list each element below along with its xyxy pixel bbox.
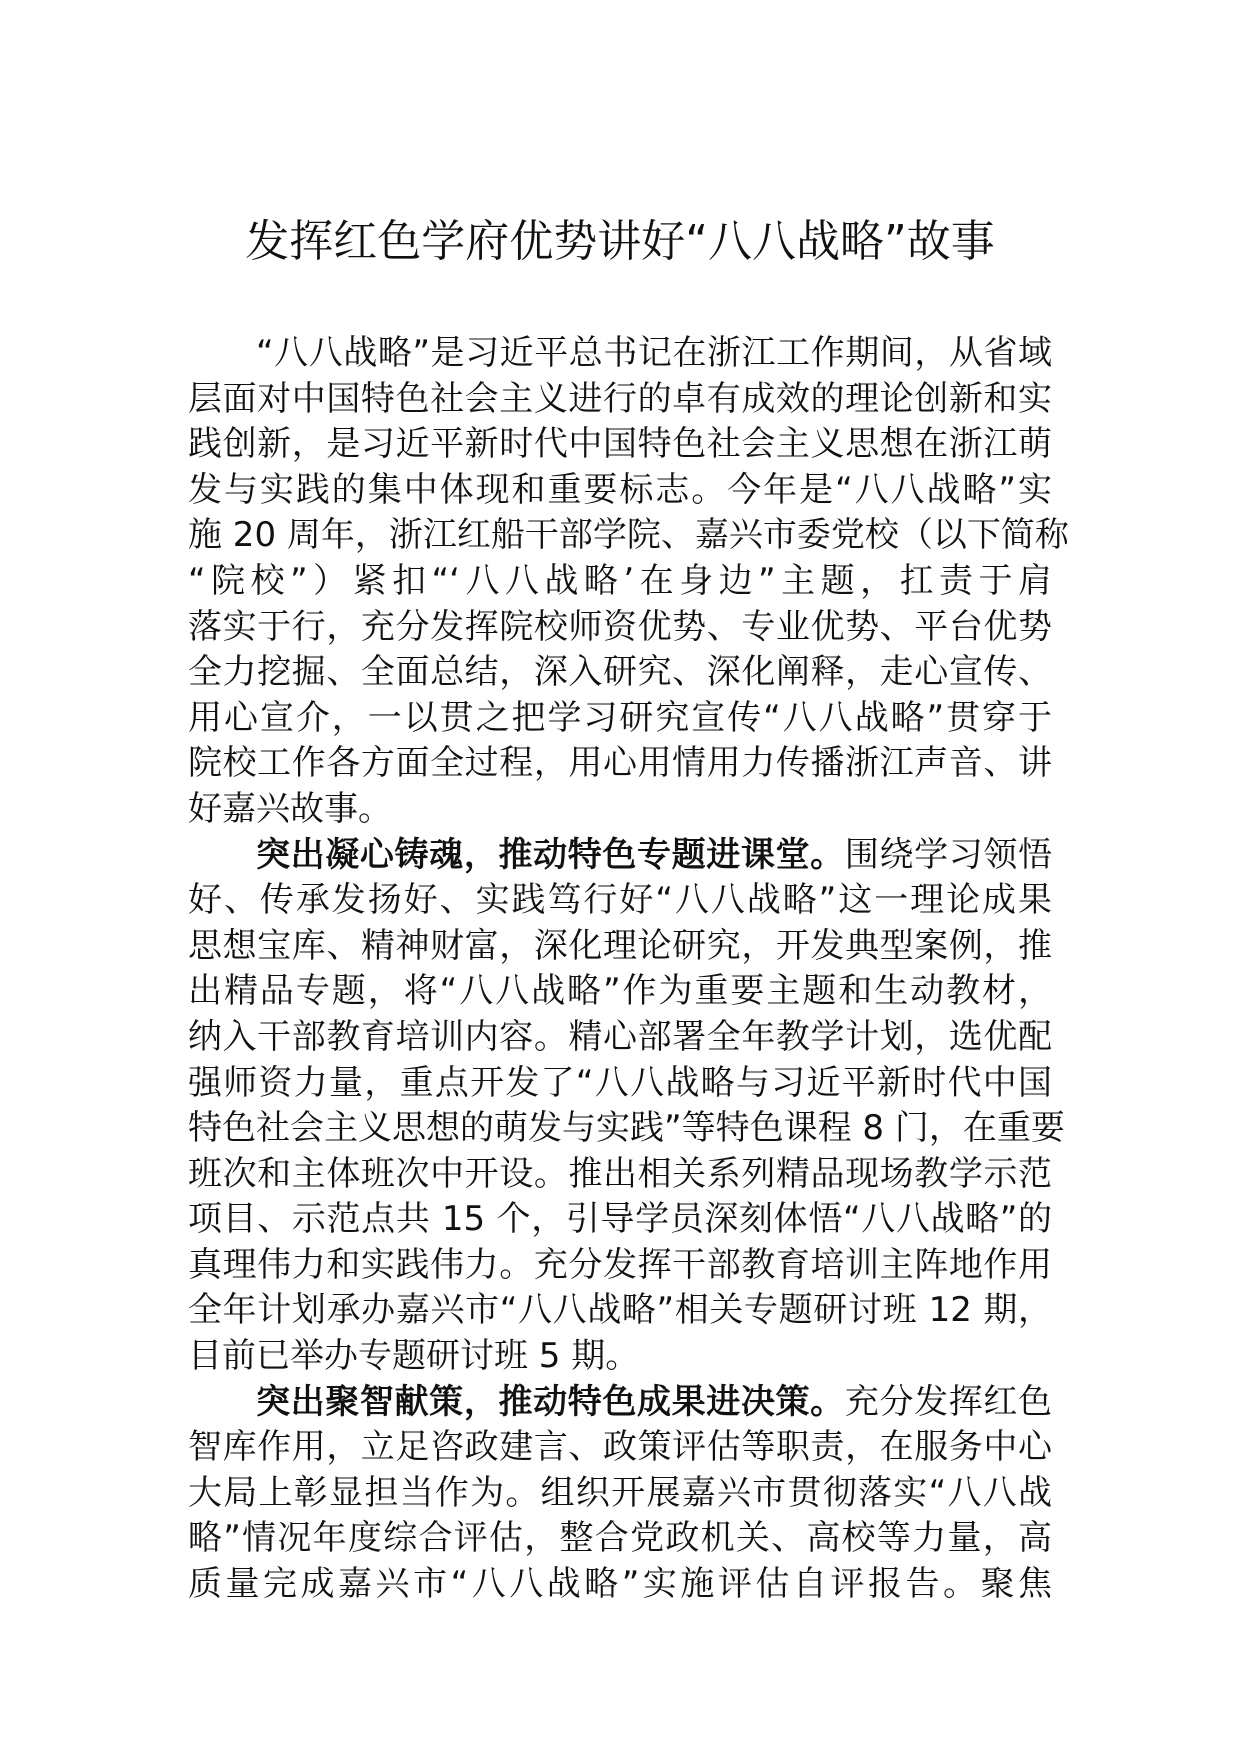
text-line: 好嘉兴故事。 [188,788,392,829]
paragraph-policy [188,1380,1052,1608]
text-run: 围绕学习领悟 [844,834,1053,875]
text-line: “八八战略”是习近平总书记在浙江工作期间，从省域 [256,333,1052,373]
text-line: 项目、示范点共 15 个，引导学员深刻体悟“八八战略”的 [188,1199,1052,1240]
text-line: 大局上彰显担当作为。组织开展嘉兴市贯彻落实“八八战 [188,1472,1052,1513]
text-line: 智库作用，立足咨政建言、政策评估等职责，在服务中心 [188,1427,1052,1468]
paragraph-intro [188,331,1069,833]
paragraph-lead-heading: 突出凝心铸魂，推动特色专题进课堂。 [256,834,845,875]
text-line: 院校工作各方面全过程，用心用情用力传播浙江声音、讲 [188,743,1052,784]
paragraph-lead-heading: 突出聚智献策，推动特色成果进决策。 [256,1381,845,1422]
text-run: 充分发挥红色 [844,1381,1053,1422]
text-line: 落实于行，充分发挥院校师资优势、专业优势、平台优势 [188,606,1052,647]
text-line: “院校”）紧扣“‘八八战略’在身边”主题，扛责于肩 [188,560,1052,601]
text-line: 纳入干部教育培训内容。精心部署全年教学计划，选优配 [188,1016,1052,1057]
text-line: 践创新，是习近平新时代中国特色社会主义思想在浙江萌 [188,424,1052,465]
text-line: 施 20 周年，浙江红船干部学院、嘉兴市委党校（以下简称 [188,515,1069,556]
text-line: 略”情况年度综合评估，整合党政机关、高校等力量，高 [188,1518,1052,1559]
paragraph-teaching [188,833,1065,1380]
text-line: 班次和主体班次中开设。推出相关系列精品现场教学示范 [188,1153,1052,1194]
text-line: 特色社会主义思想的萌发与实践”等特色课程 8 门，在重要 [188,1108,1065,1149]
text-line: 好、传承发扬好、实践笃行好“八八战略”这一理论成果 [188,880,1052,921]
text-line: 全年计划承办嘉兴市“八八战略”相关专题研讨班 12 期， [188,1290,1052,1331]
text-line: 出精品专题，将“八八战略”作为重要主题和生动教材， [188,971,1052,1012]
text-line: 目前已举办专题研讨班 5 期。 [188,1336,640,1377]
document-title: 发挥红色学府优势讲好“八八战略”故事 [245,216,995,267]
text-line: 发与实践的集中体现和重要标志。今年是“八八战略”实 [188,469,1052,510]
document-body [188,331,1069,1608]
text-line: 全力挖掘、全面总结，深入研究、深化阐释，走心宣传、 [188,652,1052,693]
text-line: 质量完成嘉兴市“八八战略”实施评估自评报告。聚焦 [188,1564,1052,1605]
text-line: 真理伟力和实践伟力。充分发挥干部教育培训主阵地作用 [188,1244,1052,1285]
text-line: 用心宣介，一以贯之把学习研究宣传“八八战略”贯穿于 [188,697,1052,738]
text-line: 强师资力量，重点开发了“八八战略与习近平新时代中国 [188,1062,1052,1103]
text-line: 层面对中国特色社会主义进行的卓有成效的理论创新和实 [188,378,1052,419]
text-line [188,1380,1052,1426]
text-line: 思想宝库、精神财富，深化理论研究，开发典型案例，推 [188,925,1052,966]
text-line [188,833,1052,879]
